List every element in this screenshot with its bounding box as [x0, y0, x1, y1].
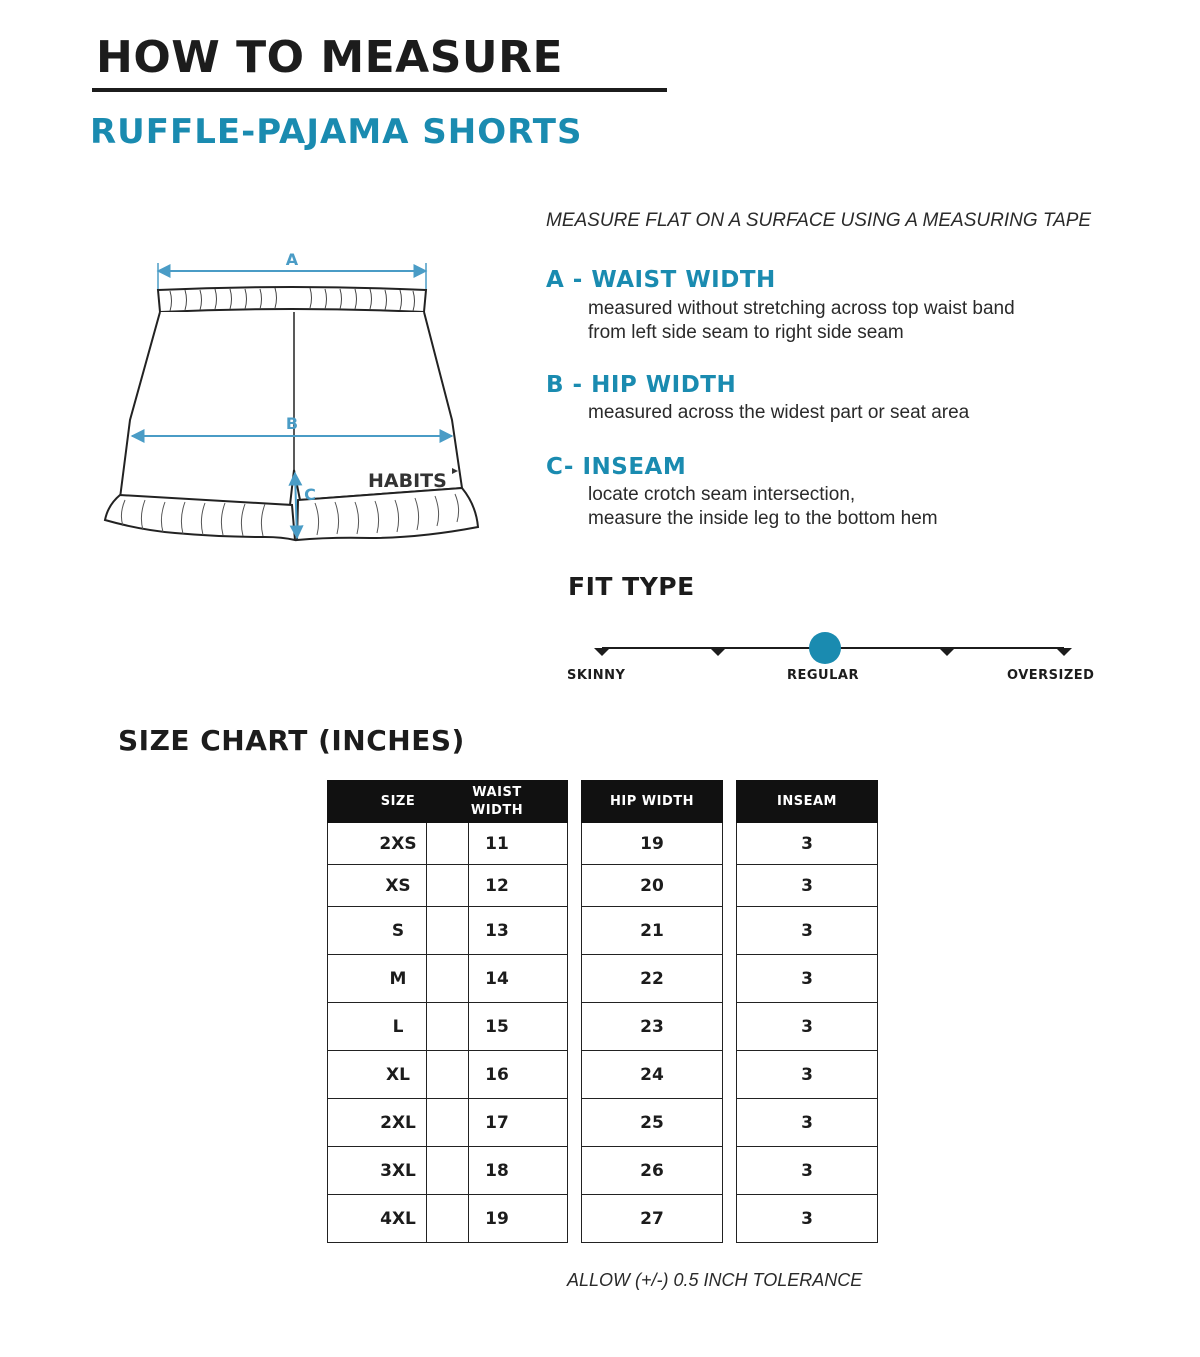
cell-size: XL — [327, 1051, 469, 1099]
cell-hip-width: 26 — [581, 1147, 723, 1195]
cell-waist-width: 13 — [426, 907, 568, 955]
cell-inseam: 3 — [736, 823, 878, 865]
cell-size: XS — [327, 865, 469, 907]
fit-tick-2 — [710, 648, 726, 656]
cell-hip-width: 23 — [581, 1003, 723, 1051]
size-chart-title: SIZE CHART (INCHES) — [118, 724, 465, 757]
fit-scale — [580, 625, 1080, 670]
cell-size: 2XS — [327, 823, 469, 865]
fit-tick-skinny — [594, 648, 610, 656]
cell-waist-width: 15 — [426, 1003, 568, 1051]
inseam-heading: C- INSEAM — [546, 454, 687, 480]
cell-hip-width: 25 — [581, 1099, 723, 1147]
cell-waist-width: 19 — [426, 1195, 568, 1243]
fit-tick-oversized — [1056, 648, 1072, 656]
page-title: HOW TO MEASURE — [96, 32, 564, 83]
column-waist-width — [426, 780, 568, 1243]
label-a: A — [285, 250, 299, 269]
waist-width-description: measured without stretching across top waist band from left side seam to right side seam — [588, 298, 1015, 343]
cell-size: 4XL — [327, 1195, 469, 1243]
fit-type-title: FIT TYPE — [568, 572, 695, 601]
cell-inseam: 3 — [736, 955, 878, 1003]
cell-hip-width: 27 — [581, 1195, 723, 1243]
shorts-illustration — [95, 245, 490, 550]
waist-width-heading: A - WAIST WIDTH — [546, 267, 776, 293]
habits-logo: HABITS — [368, 470, 447, 492]
cell-size: M — [327, 955, 469, 1003]
cell-size: L — [327, 1003, 469, 1051]
product-title: RUFFLE-PAJAMA SHORTS — [90, 112, 583, 152]
tolerance-note: ALLOW (+/-) 0.5 INCH TOLERANCE — [567, 1270, 863, 1290]
fit-tick-4 — [939, 648, 955, 656]
cell-waist-width: 18 — [426, 1147, 568, 1195]
cell-hip-width: 19 — [581, 823, 723, 865]
cell-inseam: 3 — [736, 1099, 878, 1147]
inseam-description: locate crotch seam intersection, measure the inside leg to the bottom hem — [588, 484, 938, 529]
fit-selected-marker — [809, 632, 841, 664]
cell-inseam: 3 — [736, 1195, 878, 1243]
cell-size: 3XL — [327, 1147, 469, 1195]
cell-waist-width: 12 — [426, 865, 568, 907]
cell-waist-width: 14 — [426, 955, 568, 1003]
cell-inseam: 3 — [736, 907, 878, 955]
column-inseam — [736, 780, 878, 1243]
measure-intro: MEASURE FLAT ON A SURFACE USING A MEASURING TAPE — [546, 210, 1092, 231]
column-hip-width — [581, 780, 723, 1243]
cell-hip-width: 22 — [581, 955, 723, 1003]
fit-label-oversized: OVERSIZED — [1007, 668, 1095, 683]
cell-waist-width: 11 — [426, 823, 568, 865]
label-c: C — [304, 485, 316, 504]
hip-width-heading: B - HIP WIDTH — [546, 372, 737, 398]
cell-waist-width: 16 — [426, 1051, 568, 1099]
cell-hip-width: 21 — [581, 907, 723, 955]
cell-waist-width: 17 — [426, 1099, 568, 1147]
cell-hip-width: 20 — [581, 865, 723, 907]
column-header-size: SIZE — [327, 780, 469, 823]
column-header-waist-width: WAIST WIDTH — [426, 780, 568, 823]
cell-size: S — [327, 907, 469, 955]
column-header-inseam: INSEAM — [736, 780, 878, 823]
hip-width-description: measured across the widest part or seat area — [588, 402, 970, 423]
cell-size: 2XL — [327, 1099, 469, 1147]
column-header-hip-width: HIP WIDTH — [581, 780, 723, 823]
fit-label-skinny: SKINNY — [567, 668, 626, 683]
cell-inseam: 3 — [736, 865, 878, 907]
cell-inseam: 3 — [736, 1051, 878, 1099]
cell-hip-width: 24 — [581, 1051, 723, 1099]
title-underline — [92, 88, 667, 92]
cell-inseam: 3 — [736, 1003, 878, 1051]
cell-inseam: 3 — [736, 1147, 878, 1195]
label-b: B — [285, 414, 299, 433]
fit-label-regular: REGULAR — [787, 668, 859, 683]
